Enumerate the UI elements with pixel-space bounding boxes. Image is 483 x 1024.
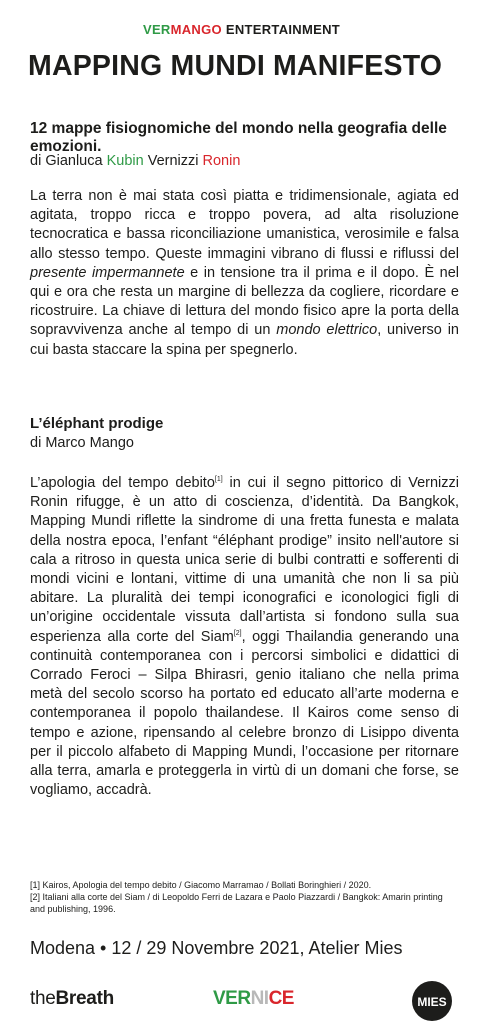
para1-text-a: La terra non è mai stata così piatta e tridimensionale, agiata ed agitata, troppo ricca e troppo povera, ad alta risoluzione tecnocratica e bassa riconciliazione umanistica, verosimile e falsa allo stesso tempo. Queste immagini vibrano di flussi e riflussi del <box>30 188 459 262</box>
brand-mango: MANGO <box>170 22 222 37</box>
para1-italic-presente: presente impermannete <box>30 264 185 281</box>
footnote-ref-1[interactable]: [1] <box>214 476 223 484</box>
mies-logo-text: MIES <box>417 995 447 1009</box>
subtitle: 12 mappe fisiognomiche del mondo nella geografia delle emozioni. <box>30 120 447 155</box>
byline-prefix: di Gianluca <box>30 153 107 169</box>
brand-ver: VER <box>142 22 171 37</box>
thebreath-logo <box>30 988 114 1010</box>
section-heading: L’éléphant prodige <box>30 415 164 432</box>
para1-text-e: , universo in cui basta staccare la spina per spegnerlo. <box>30 322 459 358</box>
thebreath-logo-breath: Breath <box>55 988 114 1009</box>
section-byline: di Marco Mango <box>30 435 134 451</box>
para1-text-c: e in tensione tra il prima e il dopo. È nel qui e ora che resta un margine di bellezza da cogliere, ricordare e ricostruire. La chiave di lettura del mondo fisico apre la porta della sopravvivenza anche al tempo di un <box>30 264 459 339</box>
brand-header <box>0 22 483 37</box>
byline-kubin: Kubin <box>106 153 144 169</box>
brand-entertainment: ENTERTAINMENT <box>221 22 341 37</box>
essay-paragraph <box>30 474 459 800</box>
vernice-logo-ver: VER <box>213 988 251 1009</box>
footnote-1: [1] Kairos, Apologia del tempo debito / Giacomo Marramao / Bollati Boringhieri / 2020. <box>30 880 372 890</box>
para2-text-b: in cui il segno pittorico di Vernizzi Ronin rifugge, è un atto di coscienza, d’identità. Da Bangkok, Mapping Mundi riflette la sindrome di una fretta funesta e malata della nostra epoca, l’enfant “éléphant prodige” insito nell'autore si cala a ritroso in questa unica serie di bulbi contratti e sofferenti di mondi vicini e lontani, vittime di una umanità che non li sa più abitare. La pluralità dei tempi iconografici e iconologici figli di un’origine occidentale vissuta dall’artista si fondono sulla sua esperienza alla corte del Siam <box>30 475 459 645</box>
para1-italic-mondo: mondo elettrico <box>276 322 378 339</box>
footnotes <box>30 879 457 915</box>
footnote-ref-2[interactable]: [2] <box>233 629 242 637</box>
byline-author <box>30 153 240 169</box>
footnote-2: [2] Italiani alla corte del Siam / di Leopoldo Ferri de Lazara e Paolo Piazzardi / Bangkok: Amarin printing and publishing, 1996. <box>30 892 443 914</box>
vernice-logo-ni: NI <box>250 988 269 1009</box>
vernice-logo-ce: CE <box>268 988 294 1009</box>
vernice-logo <box>213 988 294 1010</box>
manifesto-paragraph <box>30 187 459 360</box>
event-info: Modena • 12 / 29 Novembre 2021, Atelier Mies <box>30 938 403 958</box>
mies-logo <box>411 980 453 1022</box>
page-title: MAPPING MUNDI MANIFESTO <box>28 50 443 82</box>
byline-vernizzi: Vernizzi <box>143 153 203 169</box>
byline-ronin: Ronin <box>202 153 241 169</box>
para2-text-a: L’apologia del tempo debito <box>30 475 215 491</box>
para2-text-c: , oggi Thailandia generando una continuità contemporanea con i percorsi simbolici e didattici di Corrado Feroci – Silpa Bhirasri, genio italiano che nella prima metà del secolo scorso ha portato ed educato all’arte moderna e contemporanea il popolo thailandese. Il Kairos come senso di tempo e azione, ripensando al celebre bronzo di Lisippo diventa per il piccolo alfabeto di Mapping Mundi, l’occasione per ritornare alla terra, amarla e proteggerla in virtù di un domani che forse, se vogliamo, accadrà. <box>30 628 459 799</box>
thebreath-logo-the: the <box>30 988 56 1009</box>
